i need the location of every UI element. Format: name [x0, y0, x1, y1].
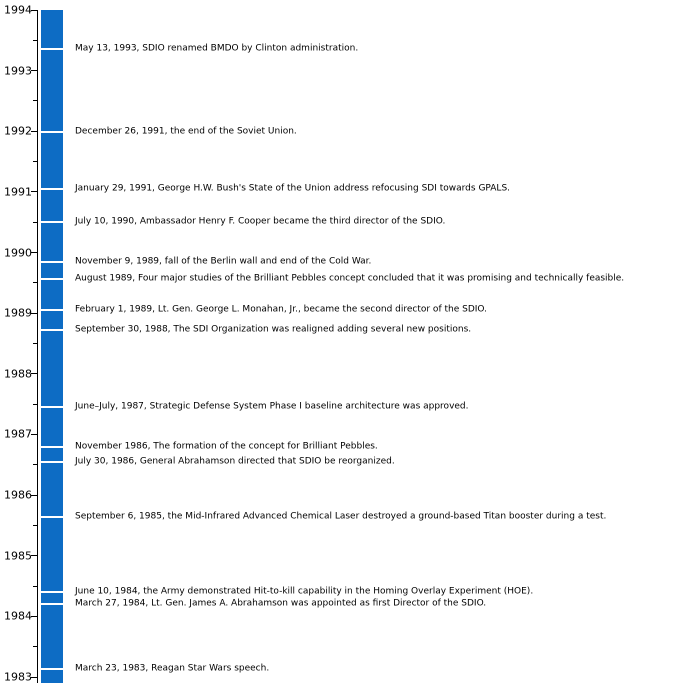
- axis-tick-minor: [33, 222, 38, 223]
- event-marker-line: [41, 668, 63, 670]
- event-label: June 10, 1984, the Army demonstrated Hit-to-kill capability in the Homing Overlay Experiment (HOE).: [75, 586, 534, 597]
- event-marker-line: [41, 591, 63, 593]
- event-label: May 13, 1993, SDIO renamed BMDO by Clinton administration.: [75, 43, 359, 54]
- event-marker-line: [41, 48, 63, 50]
- event-marker-line: [41, 329, 63, 331]
- event-label: December 26, 1991, the end of the Soviet Union.: [75, 126, 297, 137]
- event-marker-line: [41, 516, 63, 518]
- event-marker-line: [41, 261, 63, 263]
- timeline-axis-line: [37, 10, 38, 683]
- year-tick-label: 1984: [4, 609, 32, 623]
- event-label: January 29, 1991, George H.W. Bush's State of the Union address refocusing SDI towards GPALS.: [75, 183, 511, 194]
- axis-tick-minor: [33, 464, 38, 465]
- event-marker-line: [41, 603, 63, 605]
- year-tick-label: 1991: [4, 185, 32, 199]
- year-tick-label: 1990: [4, 246, 32, 260]
- axis-tick-major: [31, 555, 38, 556]
- event-label: March 23, 1983, Reagan Star Wars speech.: [75, 663, 270, 674]
- axis-tick-major: [31, 252, 38, 253]
- event-label: September 30, 1988, The SDI Organization was realigned adding several new positions.: [75, 324, 472, 335]
- year-tick-label: 1992: [4, 124, 32, 138]
- axis-tick-minor: [33, 646, 38, 647]
- event-marker-line: [41, 309, 63, 311]
- event-marker-line: [41, 406, 63, 408]
- axis-tick-major: [31, 373, 38, 374]
- axis-tick-minor: [33, 343, 38, 344]
- axis-tick-major: [31, 616, 38, 617]
- year-tick-label: 1986: [4, 488, 32, 502]
- event-label: September 6, 1985, the Mid-Infrared Advanced Chemical Laser destroyed a ground-based Titan booster during a test.: [75, 511, 607, 522]
- event-label: July 30, 1986, General Abrahamson directed that SDIO be reorganized.: [75, 456, 395, 467]
- year-tick-label: 1989: [4, 306, 32, 320]
- event-label: February 1, 1989, Lt. Gen. George L. Monahan, Jr., became the second director of the SDIO.: [75, 304, 487, 315]
- axis-tick-major: [31, 313, 38, 314]
- year-tick-label: 1987: [4, 427, 32, 441]
- event-marker-line: [41, 131, 63, 133]
- year-tick-label: 1983: [4, 670, 32, 684]
- event-label: November 1986, The formation of the concept for Brilliant Pebbles.: [75, 441, 378, 452]
- axis-tick-minor: [33, 586, 38, 587]
- axis-tick-major: [31, 70, 38, 71]
- axis-tick-major: [31, 131, 38, 132]
- year-tick-label: 1988: [4, 367, 32, 381]
- axis-tick-minor: [33, 404, 38, 405]
- axis-tick-major: [31, 495, 38, 496]
- year-tick-label: 1994: [4, 3, 32, 17]
- axis-tick-minor: [33, 161, 38, 162]
- event-label: March 27, 1984, Lt. Gen. James A. Abrahamson was appointed as first Director of the SDIO.: [75, 598, 487, 609]
- year-tick-label: 1985: [4, 549, 32, 563]
- event-label: July 10, 1990, Ambassador Henry F. Cooper became the third director of the SDIO.: [75, 216, 446, 227]
- axis-tick-major: [31, 677, 38, 678]
- axis-tick-major: [31, 191, 38, 192]
- event-marker-line: [41, 188, 63, 190]
- event-label: June–July, 1987, Strategic Defense System Phase I baseline architecture was approved.: [75, 401, 469, 412]
- axis-tick-minor: [33, 525, 38, 526]
- event-label: November 9, 1989, fall of the Berlin wall and end of the Cold War.: [75, 256, 372, 267]
- axis-tick-major: [31, 10, 38, 11]
- event-label: August 1989, Four major studies of the Brilliant Pebbles concept concluded that it was promising and technically feasible.: [75, 273, 625, 284]
- event-marker-line: [41, 446, 63, 448]
- year-tick-label: 1993: [4, 64, 32, 78]
- axis-tick-minor: [33, 100, 38, 101]
- axis-tick-major: [31, 434, 38, 435]
- axis-tick-minor: [33, 40, 38, 41]
- event-marker-line: [41, 221, 63, 223]
- timeline-bar: [41, 10, 63, 683]
- axis-tick-minor: [33, 282, 38, 283]
- event-marker-line: [41, 461, 63, 463]
- event-marker-line: [41, 278, 63, 280]
